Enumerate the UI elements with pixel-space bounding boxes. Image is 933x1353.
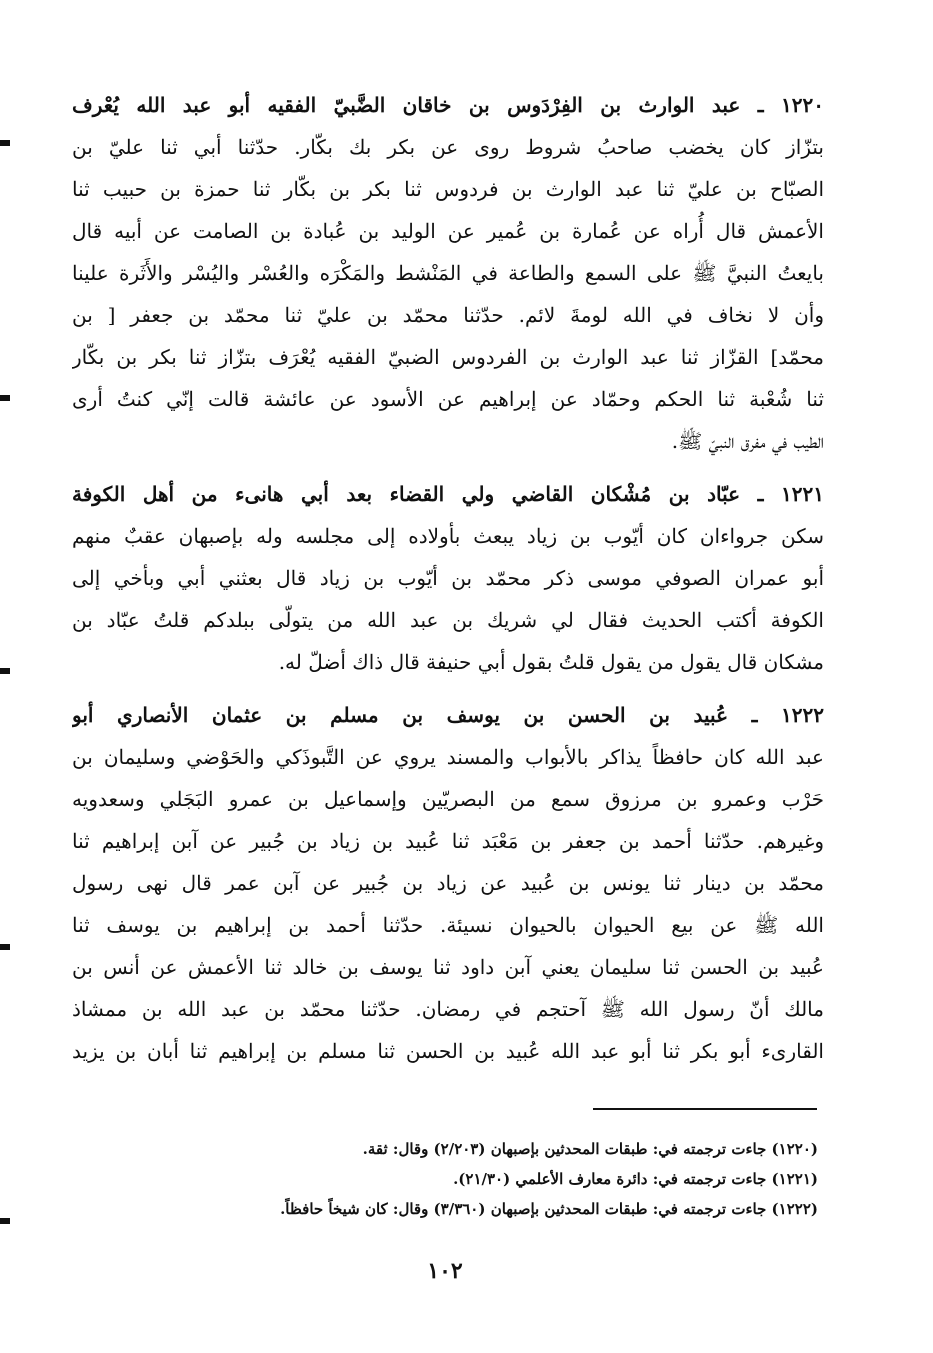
entry-line: مالك أنّ رسول الله ﷺ آحتجم في رمضان. حدّثنا محمّد بن عبد الله بن ممشاذ bbox=[72, 997, 824, 1021]
footnote-1221: (١٢٢١) جاءت ترجمته في: دائرة معارف الأعلمي (٢١/٣٠). bbox=[453, 1170, 818, 1188]
entry-line: عُبيد بن الحسن ثنا سليمان يعني آبن داود ثنا يوسف بن خالد ثنا الأعمش عن أنس بن bbox=[72, 955, 824, 979]
entry-line: عبد الله كان حافظاً يذاكر بالأبواب والمسند يروي عن التَّبوذَكي والحَوْضي وسليمان بن bbox=[72, 745, 824, 769]
entry-line: الصبّاح بن عليّ ثنا عبد الوارث بن فردوس ثنا بكر بن بكّار ثنا حمزة بن حبيب ثنا bbox=[72, 177, 824, 201]
entry-line: محمّد بن دينار ثنا يونس بن عُبيد عن زياد بن جُبير عن آبن عمر قال نهى رسول bbox=[72, 871, 824, 895]
entry-line: وأن لا نخاف في الله لومةَ لائم. حدّثنا محمّد بن عليّ ثنا محمّد بن جعفر [ بن bbox=[72, 303, 824, 327]
entry-line: سكن جرواءان كان أيّوب بن زياد يبعث بأولاده إلى مجلسه وله بإصبهان عقبٌ منهم bbox=[72, 524, 824, 548]
margin-mark bbox=[0, 1218, 10, 1224]
entry-1221 bbox=[72, 473, 824, 683]
entry-line: الطيب في مفرق النبيّ ﷺ. bbox=[671, 429, 824, 453]
margin-mark bbox=[0, 944, 10, 950]
entry-heading-line: ١٢٢٢ ـ عُبيد بن الحسن بن يوسف بن مسلم بن عثمان الأنصاري أبو bbox=[72, 703, 824, 727]
footnote-separator bbox=[593, 1108, 817, 1110]
entry-heading-line: ١٢٢٠ ـ عبد الوارث بن الفِرْدَوس بن خاقان الضَّبيّ الفقيه أبو عبد الله يُعْرف bbox=[72, 93, 824, 117]
entry-line: الكوفة أكتب الحديث فقال لي شريك بن عبد الله من يتولّى ببلدكم قلتُ عبّاد بن bbox=[72, 608, 824, 632]
entry-line: الله ﷺ عن بيع الحيوان بالحيوان نسيئة. حدّثنا أحمد بن إبراهيم بن يوسف ثنا bbox=[72, 913, 824, 937]
entry-line: بتزّاز كان يخضب صاحبُ شروط روى عن بكر بك بكّار. حدّثنا أبي ثنا عليّ بن bbox=[72, 135, 824, 159]
page-number: ١٠٢ bbox=[427, 1258, 463, 1284]
footnotes bbox=[270, 1134, 818, 1224]
entry-line: مشكان قال يقول من يقول قلتُ بقول أبي حنيفة قال ذاك أضلّ له. bbox=[278, 650, 824, 674]
margin-mark bbox=[0, 140, 10, 146]
margin-mark bbox=[0, 395, 10, 401]
entry-line: حَرْب وعمرو بن مرزوق سمع من البصريّين وإسماعيل بن عمرو البَجَلي وسعدويه bbox=[72, 787, 824, 811]
entry-line: الأعمش قال أُراه عن عُمارة بن عُمير عن الوليد بن عُبادة بن الصامت عن أبيه قال bbox=[72, 219, 824, 243]
footnote-1222: (١٢٢٢) جاءت ترجمته في: طبقات المحدثين بإصبهان (٣/٣٦٠) وقال: كان شيخاً حافظاً. bbox=[280, 1200, 818, 1218]
footnote-1220: (١٢٢٠) جاءت ترجمته في: طبقات المحدثين بإصبهان (٢/٢٠٣) وقال: ثقة. bbox=[362, 1140, 818, 1158]
margin-mark bbox=[0, 668, 10, 674]
entry-line: بايعتُ النبيَّ ﷺ على السمع والطاعة في المَنْشط والمَكْرَه والعُسْر واليُسْر والأَثَرة علينا bbox=[72, 261, 824, 285]
entry-line: أبو عمران الصوفي موسى ذكر محمّد بن أيّوب بن زياد قال بعثني أبي وبأخي إلى bbox=[72, 566, 824, 590]
entry-1220 bbox=[72, 84, 824, 462]
entry-line: محمّد] القزّاز ثنا عبد الوارث بن الفردوس الضبيّ الفقيه يُعْرَف بتزّاز ثنا بكر بن بكّار bbox=[72, 345, 824, 369]
entry-heading-line: ١٢٢١ ـ عبّاد بن مُشْكان القاضي ولي القضاء بعد أبي هانىء من أهل الكوفة bbox=[72, 482, 824, 506]
entry-line: ثنا شُعْبة ثنا الحكم وحمّاد عن إبراهيم عن الأسود عن عائشة قالت إنّي كنتُ أرى bbox=[72, 387, 824, 411]
entry-1222 bbox=[72, 694, 824, 1072]
entry-line: القارىء أبو بكر ثنا أبو عبد الله عُبيد بن الحسن ثنا مسلم بن إبراهيم ثنا أبان بن يزيد bbox=[72, 1039, 824, 1063]
entry-line: وغيرهم. حدّثنا أحمد بن جعفر بن مَعْبَد ثنا عُبيد بن زياد بن جُبير عن آبن إبراهيم ثنا bbox=[72, 829, 824, 853]
